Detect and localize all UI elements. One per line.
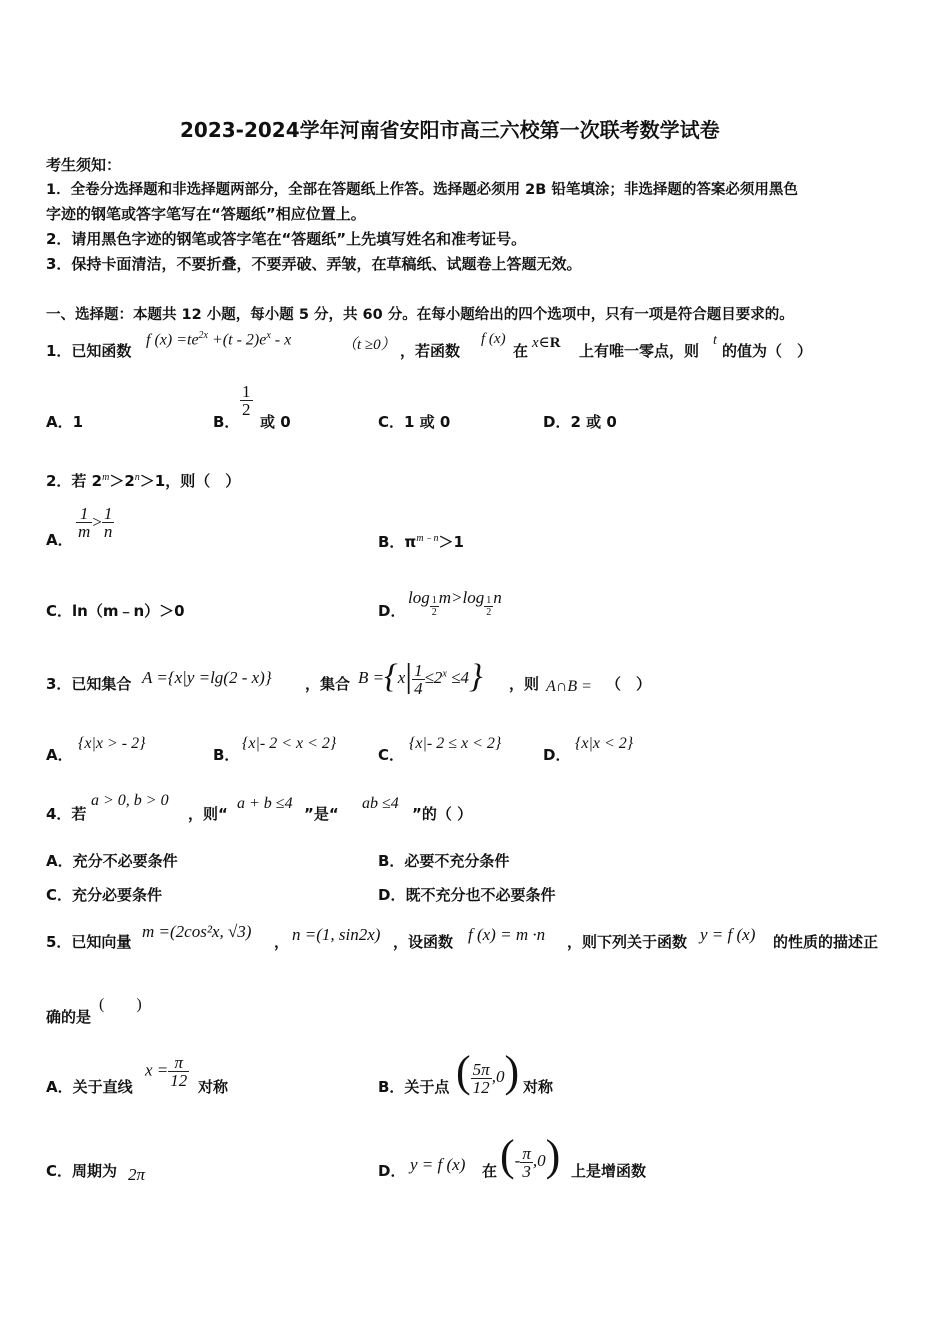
q4-option-a[interactable]: A．充分不必要条件 bbox=[46, 852, 178, 870]
q1-tail: 上有唯一零点，则 bbox=[579, 342, 700, 360]
q1-option-b-label[interactable]: B． bbox=[213, 413, 240, 431]
q5-option-c-value: 2π bbox=[128, 1165, 146, 1184]
q2-d-base1-den: 2 bbox=[431, 607, 437, 618]
q2-d-gt: > bbox=[451, 588, 463, 607]
q1-stem bbox=[46, 340, 131, 361]
q5-mid: ，设函数 bbox=[393, 933, 454, 951]
q2-b-label: B．π bbox=[378, 533, 417, 551]
q2-d-log1: log bbox=[408, 588, 430, 607]
q5-option-d-tail: 上是增函数 bbox=[571, 1162, 647, 1180]
q1-mid: ，若函数 bbox=[400, 342, 461, 360]
notice-line-1a: 1．全卷分选择题和非选择题两部分，全部在答题纸上作答。选择题必须用 2B 铅笔填涂；非选择题的答案必须用黑色 bbox=[46, 182, 798, 198]
q5-line2: 确的是 bbox=[46, 1008, 92, 1026]
q3-prefix: 3．已知集合 bbox=[46, 675, 132, 693]
q3-b-lhs: B = bbox=[358, 668, 385, 687]
q3-b-sup: x bbox=[442, 668, 447, 680]
q5-option-b-tail: 对称 bbox=[523, 1078, 554, 1096]
q5-d-num: π bbox=[522, 1143, 531, 1163]
q2-a-den2: n bbox=[103, 522, 113, 541]
q5-n-vector: n =(1, sin2x) bbox=[292, 925, 381, 944]
q1-option-b-tail: 或 0 bbox=[260, 413, 291, 431]
q1-in: 在 bbox=[513, 342, 529, 360]
q2-option-b[interactable] bbox=[378, 529, 464, 552]
q4-q: ab ≤4 bbox=[362, 795, 399, 812]
q5-comma: ， bbox=[274, 933, 290, 951]
q3-intersection: A∩B = bbox=[546, 678, 592, 695]
q2-sup-m: m bbox=[102, 472, 110, 483]
q4-cond: a > 0, b > 0 bbox=[91, 792, 169, 809]
q2-b-tail: ＞1 bbox=[438, 533, 464, 551]
notice-line-2: 2．请用黑色字迹的钢笔或答字笔在“答题纸”上先填写姓名和准考证号。 bbox=[46, 230, 527, 248]
q4-p: a + b ≤4 bbox=[237, 795, 293, 812]
q3-b-end: ≤4 bbox=[446, 668, 469, 687]
q2-option-a-label[interactable]: A． bbox=[46, 531, 73, 549]
q3-b-num: 1 bbox=[414, 660, 423, 680]
q1-option-d[interactable]: D．2 或 0 bbox=[543, 413, 617, 431]
q2-option-a-expr bbox=[76, 505, 114, 540]
q5-tail: 的性质的描述正 bbox=[773, 933, 879, 951]
q5-d-rest: ,0 bbox=[532, 1151, 546, 1170]
q3-option-b-label[interactable]: B． bbox=[213, 746, 240, 764]
q1-option-b-fraction bbox=[240, 383, 253, 418]
q5-option-c-label[interactable]: C．周期为 bbox=[46, 1162, 118, 1180]
q5-a-num: π bbox=[168, 1054, 189, 1072]
q3-option-c-label[interactable]: C． bbox=[378, 746, 405, 764]
q5-option-a-expr bbox=[145, 1054, 189, 1089]
q2-stem bbox=[46, 470, 240, 491]
q1-option-c[interactable]: C．1 或 0 bbox=[378, 413, 451, 431]
q5-b-num: 5π bbox=[472, 1059, 490, 1079]
q1-function-formula: f $(x) =te^{2x} +(t - 2)e^x - x$ bbox=[146, 330, 292, 349]
q4-end: ”的（ ） bbox=[412, 805, 473, 823]
q1-b-den: 2 bbox=[242, 400, 251, 419]
q2-a-num2: 1 bbox=[103, 504, 113, 523]
q2-option-d-label[interactable]: D． bbox=[378, 602, 406, 620]
q1-xr bbox=[532, 333, 561, 352]
notice-line-3: 3．保持卡面清洁，不要折叠，不要弄破、弄皱，在草稿纸、试题卷上答题无效。 bbox=[46, 255, 582, 273]
q1-R: R bbox=[549, 335, 561, 351]
q5-mid2: ，则下列关于函数 bbox=[567, 933, 688, 951]
q3-option-d-label[interactable]: D． bbox=[543, 746, 571, 764]
q2-d-n: n bbox=[493, 588, 502, 607]
q4-mid2: ”是“ bbox=[304, 805, 339, 823]
q5-b-rest: ,0 bbox=[491, 1067, 505, 1086]
q2-option-c[interactable]: C．ln（m﹣n）＞0 bbox=[46, 602, 185, 620]
q5-option-d-interval: (- $\frac{\pi}{3}$ ,0) bbox=[500, 1131, 561, 1181]
q1-condition: （t ≥0） bbox=[342, 337, 396, 353]
q5-d-den: 3 bbox=[522, 1161, 531, 1181]
q5-fdef: f (x) = m ·n bbox=[468, 925, 546, 944]
q3-b-x: x bbox=[397, 668, 406, 687]
q1-fx: f (x) bbox=[481, 331, 506, 347]
q1-end: 的值为（ ） bbox=[722, 342, 813, 360]
q3-set-a: A ={x|y =lg(2 - x)} bbox=[142, 668, 272, 687]
q5-b-den: 12 bbox=[472, 1077, 490, 1097]
q2-d-base1-num: 1 bbox=[431, 595, 437, 606]
q2-stem-a: 2．若 2 bbox=[46, 472, 103, 490]
q5-m-vector: m =(2cos²x, √3) bbox=[142, 922, 252, 941]
q5-option-a-label[interactable]: A．关于直线 bbox=[46, 1078, 133, 1096]
q5-yfx: y = f (x) bbox=[700, 925, 756, 944]
q3-option-b: {x|- 2 < x < 2} bbox=[242, 735, 337, 752]
q5-option-d-label[interactable]: D． bbox=[378, 1162, 406, 1180]
q2-a-num1: 1 bbox=[76, 505, 92, 523]
q3-b-rest: ≤2 bbox=[424, 668, 443, 687]
section-heading: 一、选择题：本题共 12 小题，每小题 5 分，共 60 分。在每小题给出的四个选项中，只有一项是符合题目要求的。 bbox=[46, 307, 794, 323]
q2-d-base2-num: 1 bbox=[486, 595, 492, 606]
q4-option-c[interactable]: C．充分必要条件 bbox=[46, 886, 163, 904]
q5-option-b-expr: ( $\frac{5\pi}{12}$ ,0) bbox=[456, 1047, 520, 1097]
q1-x-in: x∈ bbox=[532, 335, 550, 351]
q1-prefix: 1．已知函数 bbox=[46, 342, 132, 360]
q4-option-d[interactable]: D．既不充分也不必要条件 bbox=[378, 886, 556, 904]
q3-mid: ，集合 bbox=[305, 675, 351, 693]
q3-option-c: {x|- 2 ≤ x < 2} bbox=[409, 735, 502, 752]
q2-d-m: m bbox=[438, 588, 452, 607]
q4-prefix: 4．若 bbox=[46, 805, 87, 823]
notice-line-1b: 字迹的钢笔或答字笔写在“答题纸”相应位置上。 bbox=[46, 205, 366, 223]
q4-option-b[interactable]: B．必要不充分条件 bbox=[378, 852, 510, 870]
q2-b-sup: m﹣n bbox=[416, 533, 439, 544]
q3-b-den: 4 bbox=[414, 678, 423, 698]
q5-option-b-label[interactable]: B．关于点 bbox=[378, 1078, 450, 1096]
q5-prefix: 5．已知向量 bbox=[46, 933, 132, 951]
q2-option-d-expr bbox=[408, 588, 502, 618]
q3-set-b: B ={x| $\frac{1}{4}$ $\le 2^x \le 4$} bbox=[358, 658, 483, 698]
q1-option-a[interactable]: A．1 bbox=[46, 413, 84, 431]
q5-d-neg: - bbox=[514, 1151, 521, 1170]
q2-a-den1: m bbox=[78, 522, 91, 541]
q1-t: t bbox=[713, 333, 717, 348]
q2-stem-end: ＞1，则（ ） bbox=[139, 472, 241, 490]
q4-mid1: ，则“ bbox=[188, 805, 228, 823]
notice-heading: 考生须知： bbox=[46, 156, 122, 174]
q5-a-x: x = bbox=[145, 1060, 169, 1080]
q5-paren: ( ) bbox=[99, 996, 142, 1013]
q3-then: ，则 bbox=[509, 675, 540, 693]
q2-stem-mid: ＞2 bbox=[109, 472, 135, 490]
q2-a-gt: > bbox=[92, 512, 102, 532]
q2-d-log2: log bbox=[462, 588, 485, 607]
q3-end: （ ） bbox=[606, 675, 652, 693]
q2-sup-n: n bbox=[134, 472, 140, 483]
q5-option-a-tail: 对称 bbox=[198, 1078, 229, 1096]
q5-option-d-in: 在 bbox=[482, 1162, 498, 1180]
q1-b-num: 1 bbox=[242, 382, 251, 401]
page-title: 2023-2024学年河南省安阳市高三六校第一次联考数学试卷 bbox=[180, 118, 720, 142]
q5-a-den: 12 bbox=[170, 1071, 188, 1090]
q3-option-a-label[interactable]: A． bbox=[46, 746, 73, 764]
q3-option-a: {x|x > - 2} bbox=[78, 735, 146, 752]
q5-option-d-f: y = f (x) bbox=[410, 1155, 466, 1174]
q3-option-d: {x|x < 2} bbox=[575, 735, 634, 752]
q2-d-base2-den: 2 bbox=[486, 607, 492, 618]
